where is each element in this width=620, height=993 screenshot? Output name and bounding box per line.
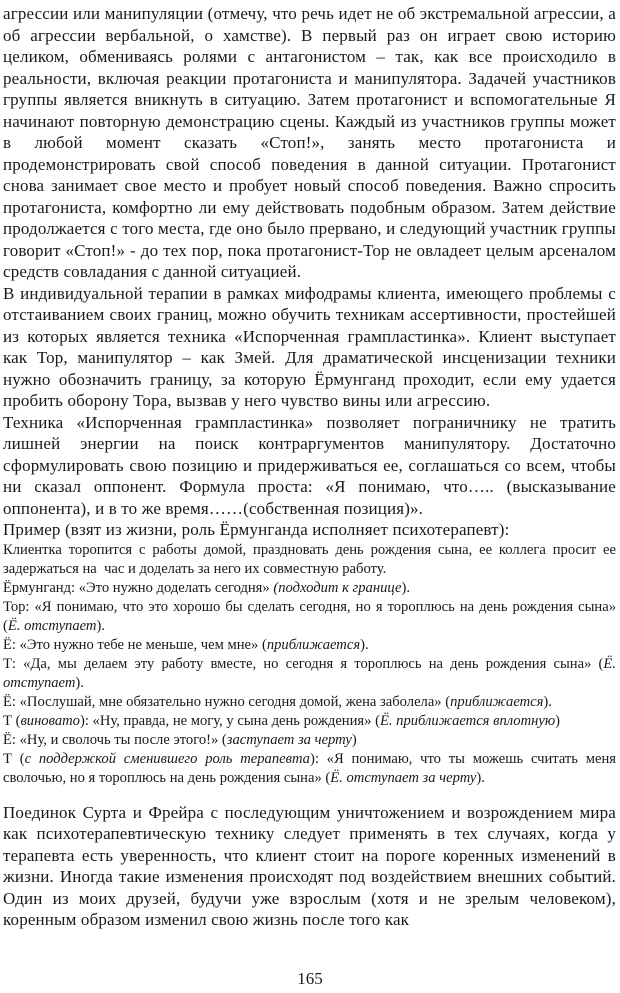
text-segment: Т: «Да, мы делаем эту работу вместе, но сегодня я тороплюсь на день рождения сына» ( [3,655,604,672]
text-segment: Ё. приближается вплотную [379,712,556,729]
dialogue-line-thor-1 [3,598,616,636]
text-segment: ). [476,769,485,786]
text-segment: ). [543,693,552,710]
dialogue-line-jormungand-1 [3,579,616,598]
paragraph-group-technique [3,3,616,283]
text-segment: приближается [266,636,361,653]
text-segment: Пример (взят из жизни, роль Ёрмунганда исполняет психотерапевт): [3,520,510,539]
dialogue-line-jormungand-2 [3,636,616,655]
dialogue-line-thor-2 [3,655,616,693]
text-segment: с поддержкой сменившего роль терапевта [24,750,310,767]
dialogue-setup [3,541,616,579]
text-segment: ) [555,712,560,729]
text-segment: агрессии или манипуляции (отмечу, что речь идет не об экстремальной агрессии, а об агрессии вербальной, о хамстве). В первый раз он играет свою историю целиком, обмениваясь ролями с антагонистом – так, как все происходило в реальности, включая реакции протагониста и манипулятора. Задачей участников группы является вникнуть в ситуацию. Затем протагонист и вспомогательные Я начинают повторную демонстрацию сцены. Каждый из участников группы может в любой момент сказать «Стоп!», занять место протагониста и продемонстрировать свой способ поведения в данной ситуации. Протагонист снова занимает свое место и пробует новый способ поведения. Важно спросить протагониста, комфортно ли ему действовать подобным образом. Затем действие продолжается с того места, где оно было прервано, и следующий участник группы говорит «Стоп!» - до тех пор, пока протагонист-Тор не овладеет целым арсеналом средств совладания с данной ситуацией. [3,4,616,281]
page-number: 165 [297,969,323,988]
paragraph-surt-freyr [3,802,616,931]
text-segment: заступает за черту [226,731,352,748]
text-segment: ). [360,636,369,653]
text-segment: Ё: «Это нужно тебе не меньше, чем мне» ( [3,636,267,653]
text-segment: Клиентка торопится с работы домой, праздновать день рождения сына, ее коллега просит ее задержаться на час и доделать за него их совместную работу. [3,541,616,577]
dialogue-line-thor-3 [3,712,616,731]
text-segment: Ё. отступает [3,655,616,691]
text-segment: В индивидуальной терапии в рамках мифодрамы клиента, имеющего проблемы с отстаиванием своих границ, можно обучить техникам ассертивности, простейшей из которых является техника «Испорченная грампластинка». Клиент выступает как Тор, манипулятор – как Змей. Для драматической инсценизации техники нужно обозначить границу, за которую Ёрмунганд проходит, если ему удается пробить оборону Тора, вызвав у него чувство вины или агрессию. [3,283,616,410]
text-segment: Ё. отступает [7,617,97,634]
text-segment: ). [96,617,105,634]
paragraph-broken-record [3,412,616,520]
text-segment: Ё: «Ну, и сволочь ты после этого!» ( [3,731,227,748]
text-segment: (подходит к границе [273,579,402,596]
text-segment: Ёрмунганд: «Это нужно доделать сегодня» [3,579,274,596]
paragraph-individual-therapy [3,283,616,412]
text-segment: Техника «Испорченная грампластинка» позволяет пограничнику не тратить лишней энергии на поиск контраргументов манипулятору. Достаточно сформулировать свою позицию и придерживаться ее, соглашаться со всем, чтобы ни сказал оппонент. Формула проста: «Я понимаю, что….. (высказывание оппонента), и в то же время……(собственная позиция)». [3,412,616,518]
text-segment: ) [351,731,357,748]
text-segment: ). [75,674,84,691]
text-segment: Т ( [3,750,25,767]
text-segment: Поединок Сурта и Фрейра с последующим уничтожением и возрождением мира как психотерапевтическую технику следует применять в тех случаях, когда у терапевта есть уверенность, что клиент стоит на пороге коренных изменений в жизни. Иногда такие изменения происходят под воздействием внешних событий. Один из моих друзей, будучи уже взрослым (хотя и не зрелым человеком), коренным образом изменил свою жизнь после того как [3,802,616,929]
text-segment: виновато [20,712,80,729]
text-segment: Т ( [3,712,21,729]
dialogue-line-thor-4 [3,750,616,788]
text-column [3,3,616,931]
dialogue-line-jormungand-4 [3,731,616,750]
text-segment: ): «Ну, правда, не могу, у сына день рождения» ( [79,712,380,729]
text-segment: Тор: «Я понимаю, что это хорошо бы сделать сегодня, но я тороплюсь на день рождения сына» ( [3,598,616,634]
text-segment: ). [401,579,411,596]
text-segment: Ё. отступает за черту [330,769,477,786]
dialogue-line-jormungand-3 [3,693,616,712]
text-segment: ): «Я понимаю, что ты можешь считать меня сволочью, но я тороплюсь на день рождения сына» ( [3,750,616,786]
text-segment: приближается [450,693,544,710]
example-intro [3,519,616,541]
text-segment: Ё: «Послушай, мне обязательно нужно сегодня домой, жена заболела» ( [3,693,451,710]
